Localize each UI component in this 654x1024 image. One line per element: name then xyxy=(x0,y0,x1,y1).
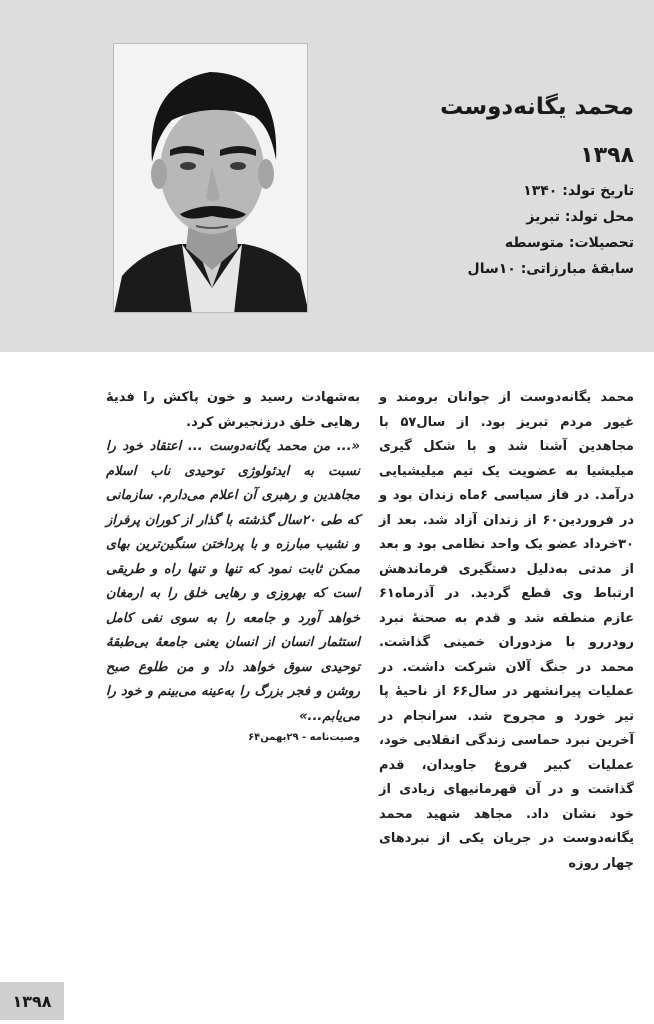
page-number: ۱۳۹۸ xyxy=(0,982,64,1020)
biography-continued: به‌شهادت رسید و خون پاکش را فدیهٔ رهایی خلق درزنجیرش کرد. xyxy=(106,390,360,430)
portrait-image xyxy=(114,44,308,313)
education-label: تحصیلات: xyxy=(568,235,634,251)
biography-text: محمد یگانه‌دوست از جوانان برومند و غیور مردم تبریز بود. از سال۵۷ با مجاهدین آشنا شد و با شکل گیری میلیشیا به عضویت یک تیم میلیشیایی درآمد. در فاز سیاسی ۶ماه زندان بود و در فروردین۶۰ از زندان آزاد شد. بعد از ۳۰خرداد عضو یک واحد نظامی بود و بعد از مدتی به‌دلیل دستگیری فرماندهش ارتباط وی قطع گردید. در آذرماه۶۱ عازم منطقه شد و قدم به صحنهٔ نبرد رودررو با مزدوران خمینی گذاشت. محمد در جنگ آلان شرکت داشت. در عملیات پیرانشهر در سال۶۶ از ناحیهٔ پا تیر خورد و مجروح شد. سرانجام در آخرین نبرد حماسی زندگی انقلابی خود، عملیات کبیر فروغ جاویدان، قدم گذاشت و در آن قهرمانیهای زیادی از خود نشان داد. مجاهد شهید محمد یگانه‌دوست در جریان یکی از نبردهای چهار روزه xyxy=(379,390,635,871)
will-quote: «... من محمد یگانه‌دوست ... اعتقاد خود را نسبت به ایدئولوژی توحیدی ناب اسلام مجاهدین و رهبری آن اعلام می‌دارم. سازمانی که طی ۲۰سال گذشته با گذار از کوران پرفراز و نشیب مبارزه و با پرداختن سنگین‌ترین بهای ممکن ثابت نمود که تنها و تنها راه و طریقی است که بهروزی و رهایی خلق را به ارمغان خواهد آورد و جامعه را به سوی نفی کامل استثمار انسان از انسان یعنی جامعهٔ بی‌طبقهٔ توحیدی سوق خواهد داد و من طلوع صبح روشن و فجر بزرگ را به‌عینه می‌بینم و خود را می‌یابم...» xyxy=(106,439,360,724)
education-value: متوسطه xyxy=(504,235,564,251)
education-row xyxy=(334,230,634,256)
struggle-row xyxy=(334,256,634,282)
birth-place-value: تبریز xyxy=(526,209,561,225)
portrait-photo xyxy=(113,43,308,313)
biography-column-right xyxy=(379,386,634,876)
birth-date-value: ۱۳۴۰ xyxy=(523,183,558,199)
profile-info xyxy=(334,92,634,282)
birth-place-row xyxy=(334,204,634,230)
profile-number: ۱۳۹۸ xyxy=(580,143,634,168)
birth-date-label: تاریخ تولد: xyxy=(562,183,634,199)
person-name: محمد یگانه‌دوست xyxy=(440,94,634,120)
birth-date-row xyxy=(334,178,634,204)
struggle-label: سابقهٔ مبارزاتی: xyxy=(520,261,634,277)
birth-place-label: محل تولد: xyxy=(564,209,634,225)
biography-column-left xyxy=(106,386,360,747)
struggle-value: ۱۰سال xyxy=(467,261,516,277)
will-signature: وصیت‌نامه - ۲۹بهمن۶۴ xyxy=(248,732,360,743)
